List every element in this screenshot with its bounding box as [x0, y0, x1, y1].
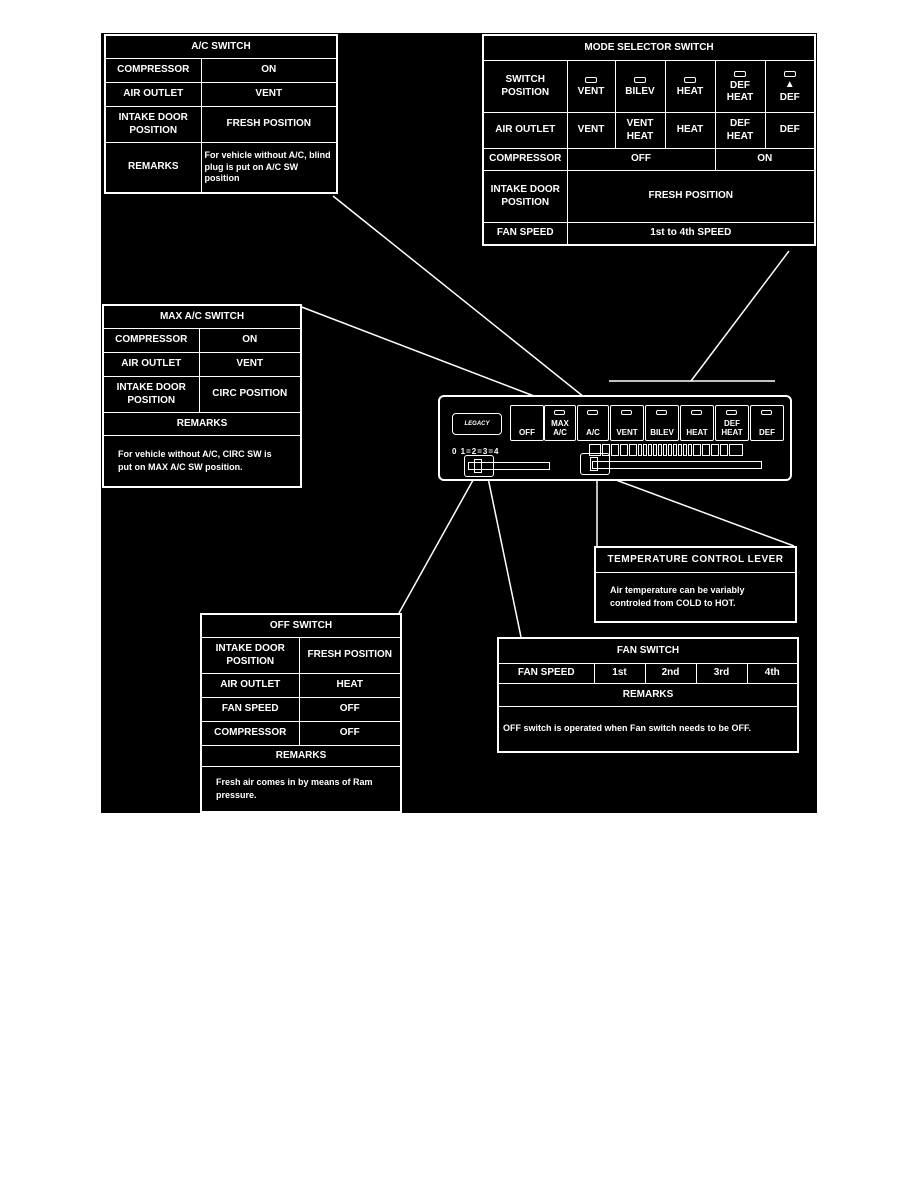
row-label: COMPRESSOR: [201, 722, 299, 746]
compressor-off: OFF: [567, 149, 715, 171]
table-row: [201, 674, 401, 698]
fan-speed-scale: 0 1=2=3=4: [452, 447, 500, 456]
remarks-label: REMARKS: [103, 413, 301, 436]
row-label: FAN SPEED: [201, 698, 299, 722]
remarks-text: For vehicle without A/C, CIRC SW is put on MAX A/C SW position.: [103, 436, 301, 488]
table-row: [105, 107, 337, 143]
row-value: For vehicle without A/C, blind plug is put on A/C SW position: [201, 143, 337, 193]
temperature-scale: [589, 444, 755, 454]
indicator-icon: [684, 77, 696, 83]
indicator-icon: [554, 410, 565, 415]
leader-max-ac-switch: [299, 306, 547, 401]
lever-grip-icon: [474, 459, 482, 473]
leader-off-switch: [399, 473, 477, 613]
row-value: VENT: [201, 83, 337, 107]
row-label: AIR OUTLET: [201, 674, 299, 698]
def-heat-button[interactable]: DEF HEAT: [715, 405, 749, 441]
table-row: [498, 664, 798, 684]
table-row: [103, 329, 301, 353]
indicator-icon: [734, 71, 746, 77]
temperature-control-lever[interactable]: [580, 453, 610, 475]
table-row: [201, 638, 401, 674]
indicator-icon: [621, 410, 632, 415]
row-value: HEAT: [299, 674, 401, 698]
row-value: OFF: [299, 698, 401, 722]
row-label: REMARKS: [105, 143, 201, 193]
mode-selector-table: [482, 34, 816, 246]
leader-temperature-lever-2: [597, 473, 794, 546]
fan-speed-2nd: 2nd: [645, 664, 696, 684]
table-row: [201, 722, 401, 746]
row-value: ON: [199, 329, 301, 353]
remarks-label: REMARKS: [498, 684, 798, 707]
remarks-text: Fresh air comes in by means of Ram pressure.: [201, 767, 401, 813]
lever-grip-icon: [590, 457, 598, 471]
ac-switch-table: [104, 34, 338, 194]
remarks-label: REMARKS: [201, 746, 401, 767]
switch-position-label: SWITCH POSITION: [483, 61, 567, 113]
air-outlet-value: DEF: [765, 113, 815, 149]
air-outlet-value: HEAT: [665, 113, 715, 149]
row-value: ON: [201, 59, 337, 83]
legacy-logo: LEGACY: [452, 413, 502, 435]
temperature-lever-title: TEMPERATURE CONTROL LEVER: [595, 547, 796, 573]
table-row: [483, 149, 815, 171]
max-ac-switch-table: [102, 304, 302, 488]
fan-switch-title: FAN SWITCH: [498, 638, 798, 664]
fan-speed-1st: 1st: [594, 664, 645, 684]
row-value: CIRC POSITION: [199, 377, 301, 413]
fan-speed-value: 1st to 4th SPEED: [567, 223, 815, 245]
position-def-heat: DEF HEAT: [715, 61, 765, 113]
position-bilev: BILEV: [615, 61, 665, 113]
row-label: INTAKE DOOR POSITION: [103, 377, 199, 413]
max-ac-button[interactable]: MAX A/C: [544, 405, 576, 441]
table-row: [483, 113, 815, 149]
compressor-label: COMPRESSOR: [483, 149, 567, 171]
off-switch-table: [200, 613, 402, 813]
defrost-icon: ▲: [784, 78, 795, 90]
air-outlet-value: DEF HEAT: [715, 113, 765, 149]
indicator-icon: [726, 410, 737, 415]
leader-fan-switch: [487, 473, 521, 637]
table-row: [103, 377, 301, 413]
table-row: [103, 353, 301, 377]
off-button[interactable]: OFF: [510, 405, 544, 441]
off-switch-title: OFF SWITCH: [201, 614, 401, 638]
mode-selector-title: MODE SELECTOR SWITCH: [483, 35, 815, 61]
intake-label: INTAKE DOOR POSITION: [483, 171, 567, 223]
vent-button[interactable]: VENT: [610, 405, 644, 441]
fan-speed-lever[interactable]: [464, 455, 494, 477]
bilev-button[interactable]: BILEV: [645, 405, 679, 441]
row-label: INTAKE DOOR POSITION: [201, 638, 299, 674]
row-label: AIR OUTLET: [105, 83, 201, 107]
fan-speed-3rd: 3rd: [696, 664, 747, 684]
indicator-icon: [585, 77, 597, 83]
air-outlet-label: AIR OUTLET: [483, 113, 567, 149]
temperature-lever-table: [594, 546, 797, 623]
compressor-on: ON: [715, 149, 815, 171]
position-vent: VENT: [567, 61, 615, 113]
table-row: [201, 698, 401, 722]
indicator-icon: [656, 410, 667, 415]
row-label: COMPRESSOR: [103, 329, 199, 353]
table-row: [105, 59, 337, 83]
air-outlet-value: VENT HEAT: [615, 113, 665, 149]
heat-button[interactable]: HEAT: [680, 405, 714, 441]
fan-speed-4th: 4th: [747, 664, 798, 684]
row-label: INTAKE DOOR POSITION: [105, 107, 201, 143]
position-heat: HEAT: [665, 61, 715, 113]
temperature-lever-text: Air temperature can be variably controled from COLD to HOT.: [595, 573, 796, 623]
intake-value: FRESH POSITION: [567, 171, 815, 223]
indicator-icon: [761, 410, 772, 415]
diagram-canvas: [101, 33, 817, 813]
row-label: COMPRESSOR: [105, 59, 201, 83]
climate-control-panel: [438, 395, 792, 481]
indicator-icon: [587, 410, 598, 415]
def-button[interactable]: DEF: [750, 405, 784, 441]
fan-switch-table: [497, 637, 799, 753]
table-row: [483, 61, 815, 113]
indicator-icon: [784, 71, 796, 77]
row-value: FRESH POSITION: [201, 107, 337, 143]
indicator-icon: [634, 77, 646, 83]
temperature-track: [592, 461, 762, 469]
position-def: ▲ DEF: [765, 61, 815, 113]
max-ac-switch-title: MAX A/C SWITCH: [103, 305, 301, 329]
remarks-text: OFF switch is operated when Fan switch needs to be OFF.: [498, 707, 798, 753]
row-value: OFF: [299, 722, 401, 746]
air-outlet-value: VENT: [567, 113, 615, 149]
leader-mode-selector: [691, 251, 789, 381]
row-label: AIR OUTLET: [103, 353, 199, 377]
fan-speed-label: FAN SPEED: [498, 664, 594, 684]
fan-speed-label: FAN SPEED: [483, 223, 567, 245]
row-value: VENT: [199, 353, 301, 377]
table-row: [483, 223, 815, 245]
row-value: FRESH POSITION: [299, 638, 401, 674]
indicator-icon: [691, 410, 702, 415]
table-row: [105, 143, 337, 193]
table-row: [105, 83, 337, 107]
table-row: [483, 171, 815, 223]
ac-switch-title: A/C SWITCH: [105, 35, 337, 59]
ac-button[interactable]: A/C: [577, 405, 609, 441]
